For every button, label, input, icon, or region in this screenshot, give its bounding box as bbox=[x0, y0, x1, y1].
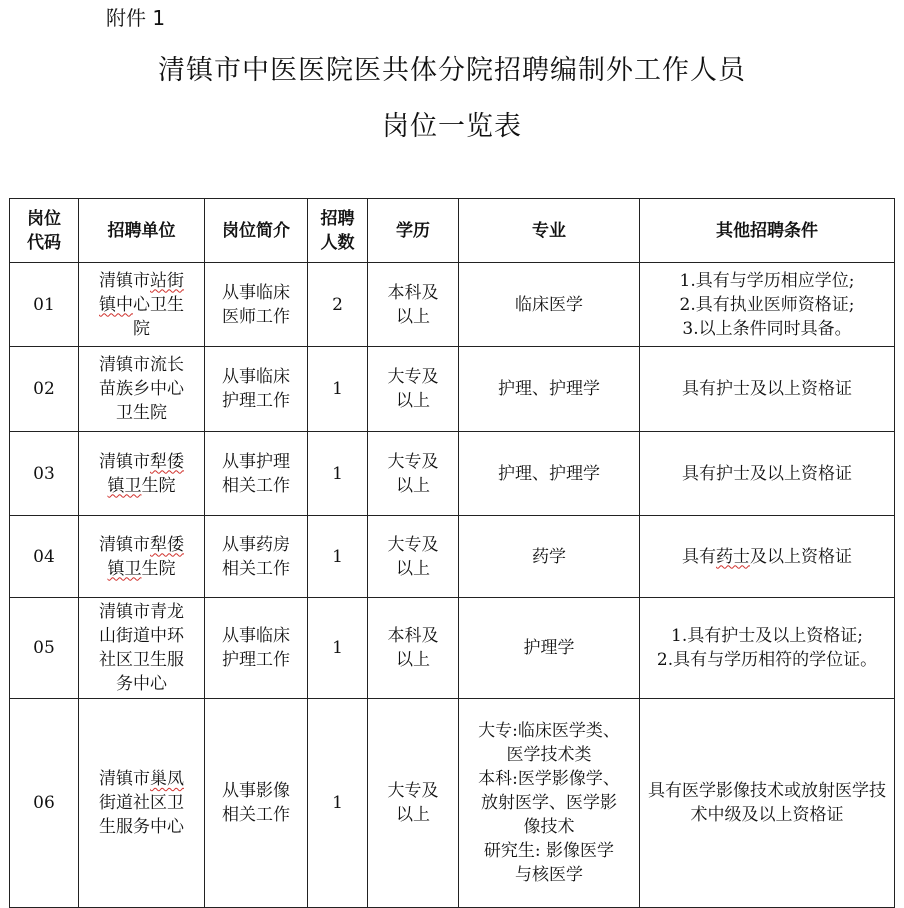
cell-desc bbox=[205, 598, 308, 699]
edu-line: 本科及 bbox=[387, 626, 439, 646]
desc-line: 护理工作 bbox=[222, 650, 290, 670]
table-row bbox=[10, 432, 895, 516]
cell-code: 06 bbox=[10, 699, 79, 908]
desc-line: 护理工作 bbox=[222, 391, 290, 411]
cell-edu bbox=[368, 263, 459, 347]
unit-line: 清镇市青龙 bbox=[99, 602, 184, 622]
cell-desc bbox=[205, 347, 308, 432]
desc-line: 从事临床 bbox=[222, 282, 290, 303]
cell-code: 03 bbox=[10, 432, 79, 516]
unit-line: 清镇市站街 bbox=[99, 270, 184, 291]
desc-line: 从事护理 bbox=[222, 451, 290, 472]
cell-unit bbox=[79, 699, 205, 908]
cond-line: 具有药士及以上资格证 bbox=[682, 546, 852, 567]
unit-line: 山街道中环 bbox=[99, 626, 184, 646]
desc-line: 医师工作 bbox=[222, 306, 290, 327]
cell-code: 05 bbox=[10, 598, 79, 699]
cond-line: 2.具有执业医师资格证; bbox=[679, 294, 855, 315]
cell-unit bbox=[79, 263, 205, 347]
unit-line: 生服务中心 bbox=[99, 817, 184, 837]
cell-conditions bbox=[640, 347, 895, 432]
cell-major bbox=[459, 263, 640, 347]
cond-line: 2.具有与学历相符的学位证。 bbox=[656, 650, 878, 670]
header-major: 专业 bbox=[459, 199, 640, 263]
major-line: 本科:医学影像学、 bbox=[478, 769, 620, 789]
cell-unit bbox=[79, 598, 205, 699]
cell-conditions bbox=[640, 598, 895, 699]
edu-line: 以上 bbox=[396, 475, 430, 496]
header-count: 招聘 人数 bbox=[308, 199, 368, 263]
table-row bbox=[10, 598, 895, 699]
document-title: 清镇市中医医院医共体分院招聘编制外工作人员 bbox=[158, 55, 746, 86]
cond-line: 1.具有护士及以上资格证; bbox=[671, 626, 863, 646]
edu-line: 以上 bbox=[396, 805, 430, 825]
cell-unit bbox=[79, 347, 205, 432]
cell-edu bbox=[368, 432, 459, 516]
cell-count: 2 bbox=[308, 263, 368, 347]
cell-conditions bbox=[640, 699, 895, 908]
cond-line: 具有护士及以上资格证 bbox=[682, 379, 852, 399]
major-line: 临床医学 bbox=[515, 294, 583, 315]
cond-line: 具有医学影像技术或放射医学技 bbox=[648, 781, 886, 801]
cell-edu bbox=[368, 516, 459, 598]
cell-edu bbox=[368, 699, 459, 908]
cell-unit bbox=[79, 432, 205, 516]
major-line: 医学技术类 bbox=[506, 745, 592, 765]
unit-line: 镇卫生院 bbox=[107, 558, 176, 579]
edu-line: 大专及 bbox=[387, 781, 439, 801]
unit-line: 社区卫生服 bbox=[99, 650, 184, 670]
cell-desc bbox=[205, 516, 308, 598]
cell-desc bbox=[205, 263, 308, 347]
desc-line: 从事临床 bbox=[222, 367, 290, 387]
cell-unit bbox=[79, 516, 205, 598]
major-line: 护理、护理学 bbox=[498, 463, 600, 484]
table-row bbox=[10, 263, 895, 347]
edu-line: 以上 bbox=[396, 558, 430, 579]
desc-line: 相关工作 bbox=[222, 558, 290, 579]
edu-line: 以上 bbox=[396, 306, 430, 327]
desc-line: 从事影像 bbox=[222, 781, 290, 801]
cell-desc bbox=[205, 699, 308, 908]
edu-line: 以上 bbox=[396, 650, 430, 670]
edu-line: 以上 bbox=[396, 391, 430, 411]
cell-edu bbox=[368, 598, 459, 699]
unit-line: 镇中心卫生 bbox=[99, 294, 184, 315]
cond-line: 1.具有与学历相应学位; bbox=[679, 270, 855, 291]
major-line: 像技术 bbox=[523, 817, 575, 837]
desc-line: 相关工作 bbox=[222, 475, 290, 496]
major-line: 放射医学、医学影 bbox=[481, 793, 617, 813]
cell-major bbox=[459, 699, 640, 908]
major-line: 大专:临床医学类、 bbox=[478, 721, 620, 741]
cond-line: 术中级及以上资格证 bbox=[690, 805, 844, 825]
edu-line: 大专及 bbox=[387, 451, 439, 472]
document-subtitle: 岗位一览表 bbox=[382, 111, 522, 142]
major-line: 护理学 bbox=[523, 638, 575, 658]
cell-count: 1 bbox=[308, 516, 368, 598]
attachment-label: 附件 1 bbox=[106, 6, 166, 30]
unit-line: 苗族乡中心 bbox=[99, 379, 184, 399]
desc-line: 从事临床 bbox=[222, 626, 290, 646]
edu-line: 本科及 bbox=[387, 282, 439, 303]
header-unit: 招聘单位 bbox=[79, 199, 205, 263]
edu-line: 大专及 bbox=[387, 534, 439, 555]
cell-count: 1 bbox=[308, 598, 368, 699]
cond-line: 具有护士及以上资格证 bbox=[682, 463, 852, 484]
unit-line: 清镇市巢凤 bbox=[99, 769, 184, 789]
header-desc: 岗位简介 bbox=[205, 199, 308, 263]
header-edu: 学历 bbox=[368, 199, 459, 263]
positions-table bbox=[9, 198, 895, 908]
table-row bbox=[10, 516, 895, 598]
cell-code: 04 bbox=[10, 516, 79, 598]
unit-line: 清镇市犁倭 bbox=[99, 451, 184, 472]
major-line: 药学 bbox=[532, 546, 566, 567]
cell-conditions bbox=[640, 263, 895, 347]
unit-line: 清镇市流长 bbox=[99, 355, 184, 375]
header-cond: 其他招聘条件 bbox=[640, 199, 895, 263]
table-row bbox=[10, 347, 895, 432]
cell-major bbox=[459, 598, 640, 699]
major-line: 与核医学 bbox=[515, 865, 583, 885]
cell-count: 1 bbox=[308, 699, 368, 908]
cell-desc bbox=[205, 432, 308, 516]
unit-line: 清镇市犁倭 bbox=[99, 534, 184, 555]
major-line: 护理、护理学 bbox=[498, 379, 600, 399]
unit-line: 街道社区卫 bbox=[99, 793, 184, 813]
cell-major bbox=[459, 432, 640, 516]
unit-line: 务中心 bbox=[116, 674, 167, 694]
cell-major bbox=[459, 516, 640, 598]
desc-line: 相关工作 bbox=[222, 805, 290, 825]
table-header-row bbox=[10, 199, 895, 263]
edu-line: 大专及 bbox=[387, 367, 439, 387]
desc-line: 从事药房 bbox=[222, 534, 290, 555]
cell-major bbox=[459, 347, 640, 432]
cell-count: 1 bbox=[308, 432, 368, 516]
cell-code: 02 bbox=[10, 347, 79, 432]
unit-line: 镇卫生院 bbox=[107, 475, 176, 496]
cell-edu bbox=[368, 347, 459, 432]
unit-line: 院 bbox=[133, 318, 150, 339]
cond-line: 3.以上条件同时具备。 bbox=[682, 318, 852, 339]
cell-count: 1 bbox=[308, 347, 368, 432]
unit-line: 卫生院 bbox=[116, 403, 167, 423]
header-code: 岗位 代码 bbox=[10, 199, 79, 263]
table-row bbox=[10, 699, 895, 908]
cell-code: 01 bbox=[10, 263, 79, 347]
cell-conditions bbox=[640, 516, 895, 598]
cell-conditions bbox=[640, 432, 895, 516]
major-line: 研究生: 影像医学 bbox=[483, 841, 615, 861]
